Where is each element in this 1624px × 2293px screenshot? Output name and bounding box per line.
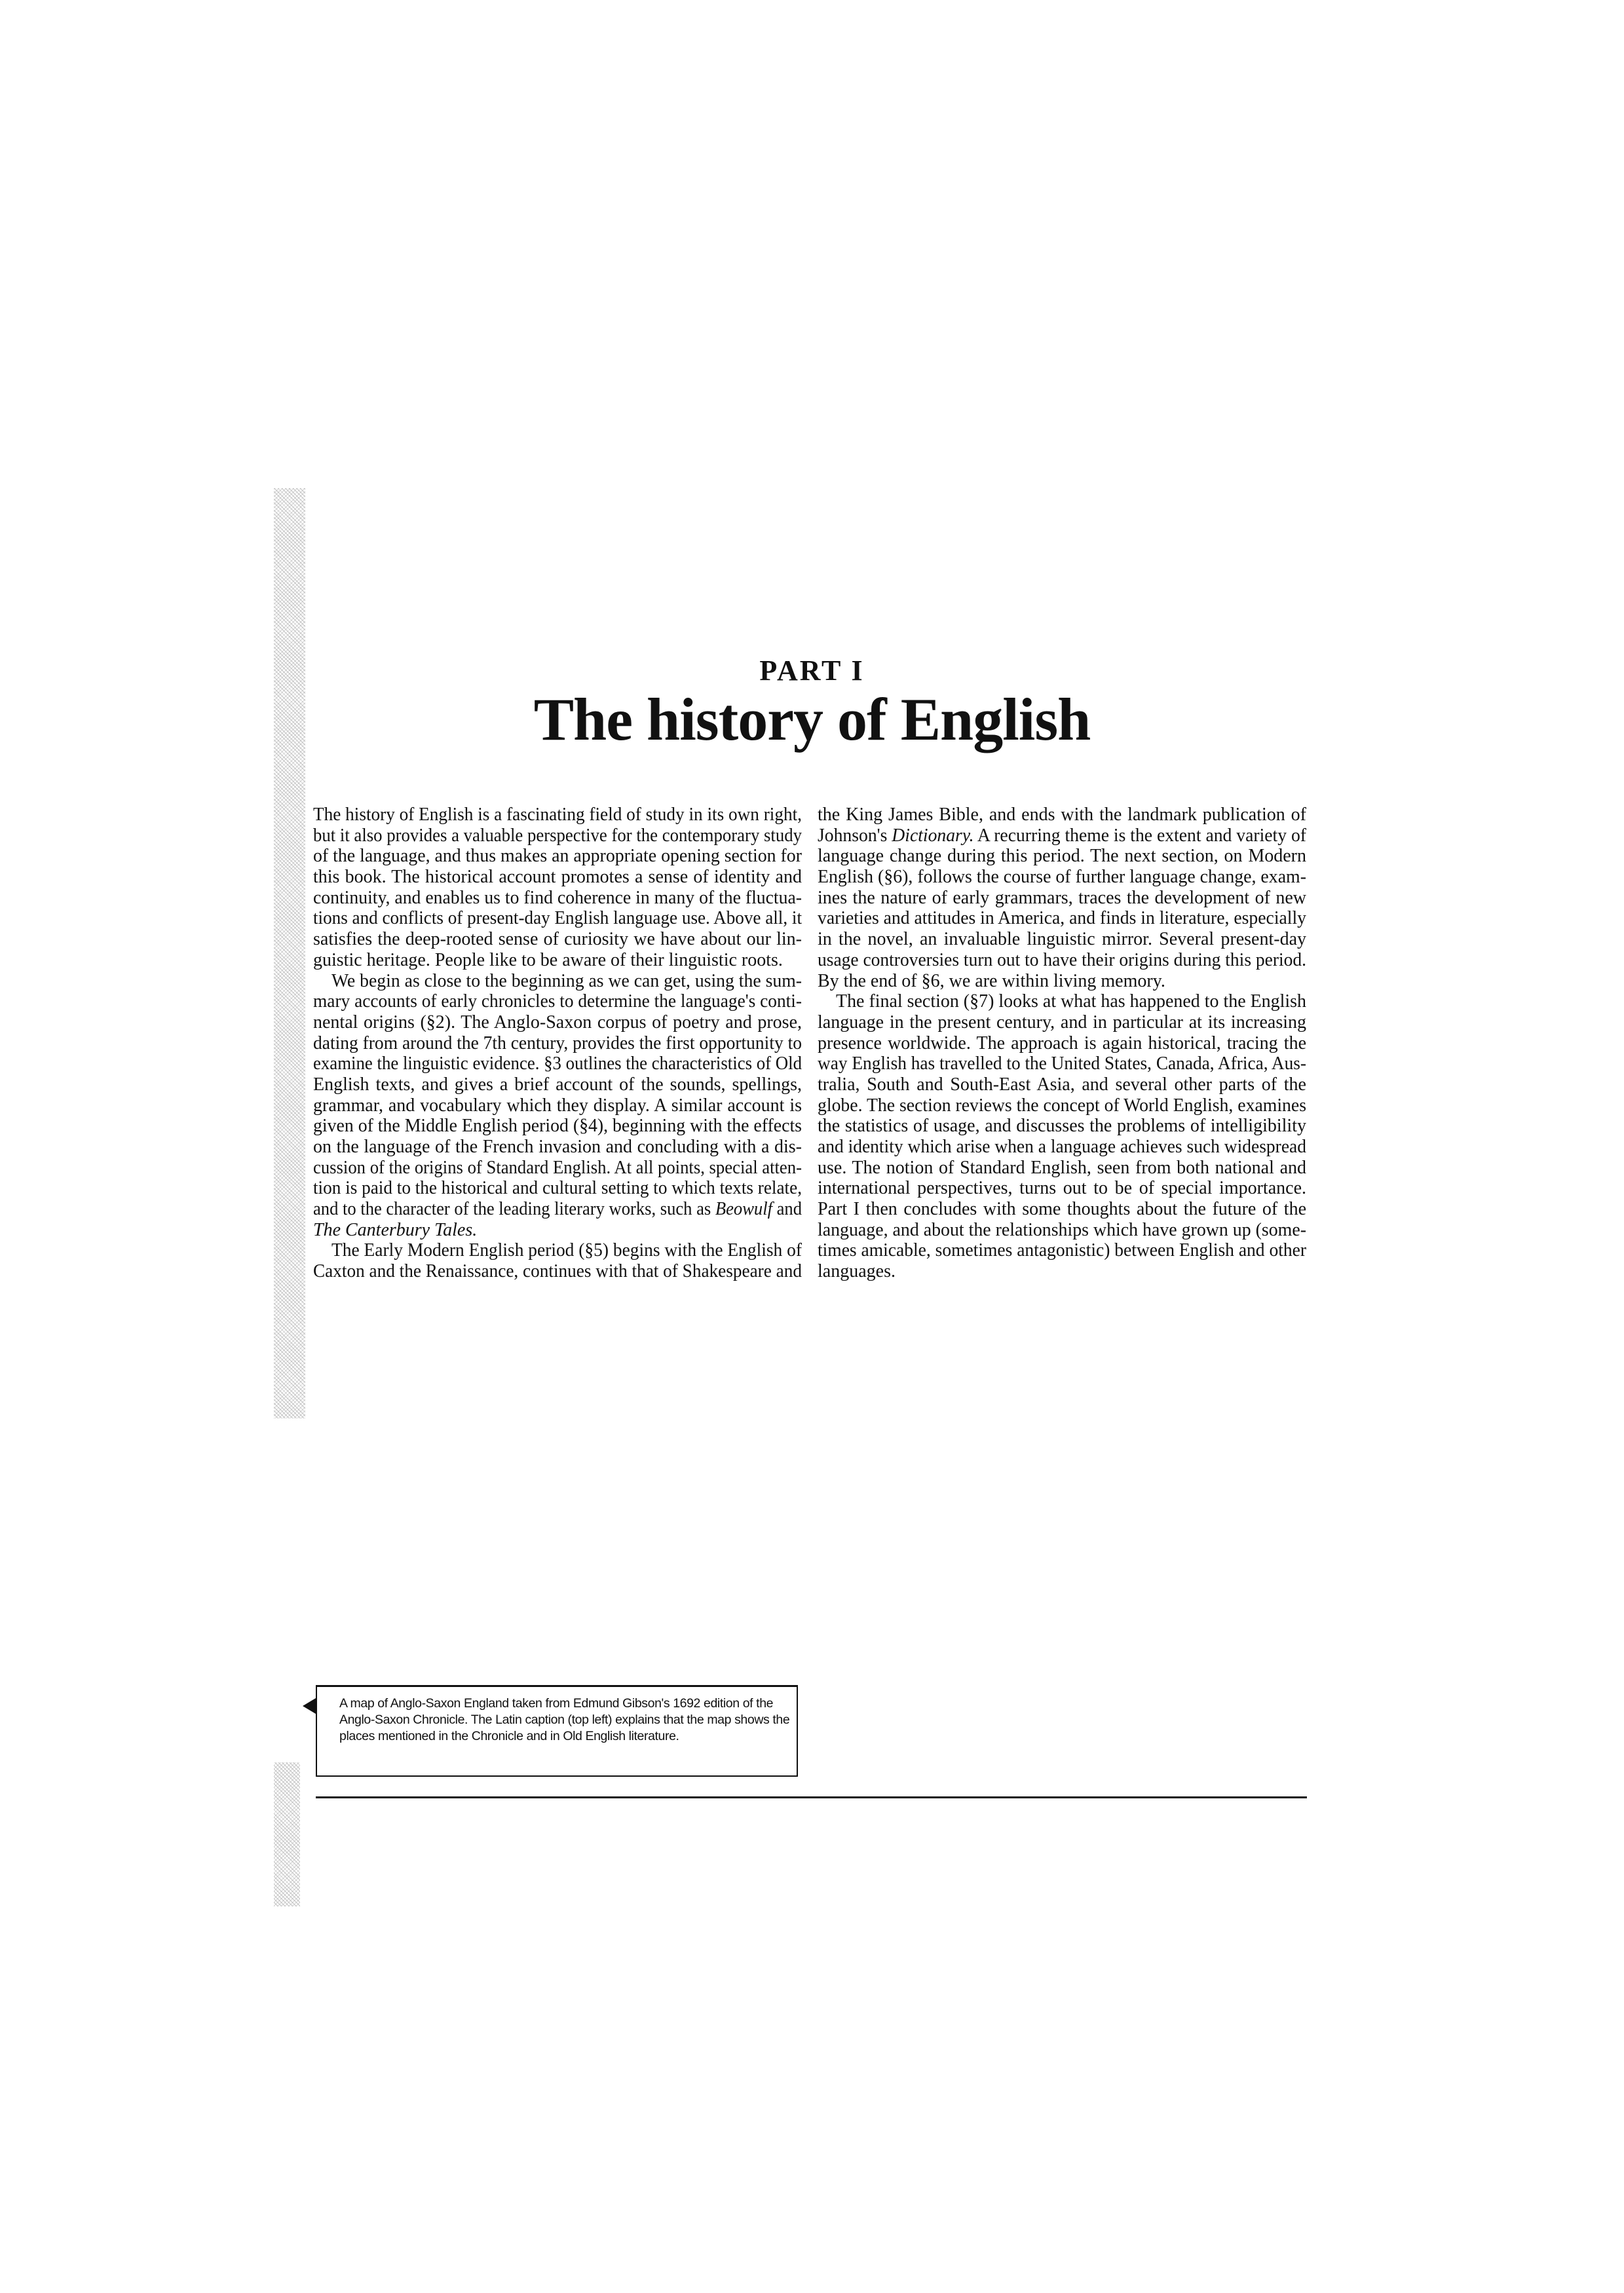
text-line-content: [313, 1116, 802, 1137]
text-line-content: [313, 888, 802, 909]
text-line-content: [818, 1240, 1306, 1261]
italic-title: Beowulf: [715, 1199, 772, 1220]
text-run: language, and about the relationships which have grown up (some-: [818, 1219, 1306, 1240]
text-line: [313, 846, 802, 867]
text-line: [818, 1074, 1306, 1095]
text-line-content: [313, 1178, 802, 1199]
text-run: the statistics of usage, and discusses the problems of intelligibility: [818, 1116, 1306, 1137]
text-run: and identity which arise when a language achieves such widespread: [818, 1137, 1306, 1157]
text-line: [818, 846, 1306, 867]
text-line-content: [313, 1158, 802, 1179]
text-line-content: [818, 1116, 1306, 1137]
text-line-content: [313, 1199, 802, 1220]
text-line: [313, 1240, 802, 1261]
text-line-content: [313, 1074, 802, 1095]
text-run: of the language, and thus makes an appropriate opening section for: [313, 846, 802, 867]
text-run: times amicable, sometimes antagonistic) between English and other: [818, 1240, 1306, 1261]
text-line: [818, 1053, 1306, 1074]
text-line-content: [818, 1053, 1306, 1074]
text-line: [313, 805, 802, 825]
text-run: tralia, South and South-East Asia, and several other parts of the: [818, 1074, 1306, 1095]
paragraph: [818, 805, 1306, 991]
text-line: [313, 929, 802, 950]
text-line-content: [818, 1199, 1306, 1220]
text-run: presence worldwide. The approach is again historical, tracing the: [818, 1033, 1306, 1053]
text-run: By the end of §6, we are within living memory.: [818, 970, 1165, 991]
text-line-content: [331, 1240, 802, 1261]
text-line-content: [313, 1012, 802, 1033]
text-line-content: [313, 1053, 802, 1074]
text-run: grammar, and vocabulary which they display. A similar account is: [313, 1095, 802, 1116]
text-line: [818, 1261, 1306, 1282]
text-line-content: [818, 1095, 1306, 1116]
text-run: examine the linguistic evidence. §3 outlines the characteristics of Old: [313, 1053, 802, 1074]
text-line-content: [313, 805, 802, 825]
text-run: languages.: [818, 1261, 896, 1282]
body-column-right: [818, 805, 1306, 1282]
text-line-content: [313, 1137, 802, 1158]
text-line: [818, 805, 1306, 825]
text-line-content: [818, 1033, 1306, 1054]
text-line: [818, 1116, 1306, 1137]
text-line-content: [331, 971, 802, 992]
text-line: [313, 950, 802, 971]
text-line: [818, 1095, 1306, 1116]
text-line: [313, 1053, 802, 1074]
text-line-content: [313, 1033, 802, 1054]
text-line-content: [818, 846, 1306, 867]
text-line-content: [313, 867, 802, 888]
body-column-left: [313, 805, 802, 1282]
text-run: The Early Modern English period (§5) begins with the English of: [331, 1240, 802, 1261]
text-line: [313, 1199, 802, 1220]
text-line: [818, 929, 1306, 950]
text-line: [818, 950, 1306, 971]
text-line-content: [818, 950, 1306, 971]
text-line-content: [313, 1220, 477, 1241]
text-run: on the language of the French invasion and concluding with a dis-: [313, 1137, 802, 1157]
text-line: [818, 908, 1306, 929]
text-line-content: [818, 1220, 1306, 1241]
text-run: guistic heritage. People like to be aware of their linguistic roots.: [313, 949, 783, 970]
text-line: [818, 1033, 1306, 1054]
text-run: English texts, and gives a brief account of the sounds, spellings,: [313, 1074, 802, 1095]
text-run: nental origins (§2). The Anglo-Saxon corpus of poetry and prose,: [313, 1012, 802, 1033]
text-run: given of the Middle English period (§4), beginning with the effects: [313, 1116, 802, 1137]
text-run: usage controversies turn out to have their origins during this period.: [818, 949, 1306, 970]
text-run: Johnson's: [818, 825, 892, 846]
text-line-content: [313, 846, 802, 867]
text-run: varieties and attitudes in America, and finds in literature, especially: [818, 908, 1306, 929]
text-line-content: [818, 1137, 1306, 1158]
text-line: [818, 1012, 1306, 1033]
text-line: [313, 1261, 802, 1282]
paragraph: [313, 805, 802, 971]
text-line: [313, 1074, 802, 1095]
text-run: language change during this period. The next section, on Modern: [818, 846, 1306, 867]
text-line: [818, 1240, 1306, 1261]
text-run: use. The notion of Standard English, seen from both national and: [818, 1157, 1306, 1178]
text-line: [818, 888, 1306, 909]
text-line-content: [313, 1095, 802, 1116]
text-run: tions and conflicts of present-day English language use. Above all, it: [313, 908, 802, 929]
text-line-content: [818, 908, 1306, 929]
text-line: [313, 1137, 802, 1158]
text-line: [818, 867, 1306, 888]
text-run: tion is paid to the historical and cultural setting to which texts relate,: [313, 1178, 802, 1199]
text-run: international perspectives, turns out to be of special importance.: [818, 1178, 1306, 1199]
text-run: satisfies the deep-rooted sense of curiosity we have about our lin-: [313, 929, 802, 950]
text-line: [313, 1158, 802, 1179]
text-line-content: [313, 929, 802, 950]
text-run: Part I then concludes with some thoughts about the future of the: [818, 1199, 1306, 1220]
text-line: [313, 991, 802, 1012]
text-line: [313, 825, 802, 846]
text-line: [313, 1116, 802, 1137]
paragraph: [313, 971, 802, 1241]
text-line: [818, 1199, 1306, 1220]
text-line-content: [818, 1261, 896, 1282]
part-label: PART I: [759, 654, 865, 687]
pointer-arrow-icon: [303, 1698, 316, 1714]
text-line-content: [818, 825, 1306, 846]
text-run: but it also provides a valuable perspective for the contemporary study: [313, 825, 802, 846]
text-run: The history of English is a fascinating field of study in its own right,: [313, 805, 802, 825]
text-line-content: [313, 825, 802, 846]
text-line: [313, 1095, 802, 1116]
text-line-content: [818, 1074, 1306, 1095]
page-title: The history of English: [533, 686, 1091, 753]
text-line: [313, 908, 802, 929]
text-line-content: [818, 1158, 1306, 1179]
text-run: mary accounts of early chronicles to determine the language's conti-: [313, 991, 802, 1012]
text-run: in the novel, an invaluable linguistic mirror. Several present-day: [818, 929, 1306, 950]
italic-title: Dictionary.: [892, 825, 974, 846]
text-line-content: [818, 805, 1306, 825]
paragraph: [818, 991, 1306, 1282]
text-line: [818, 1137, 1306, 1158]
text-run: A recurring theme is the extent and variety of: [973, 825, 1306, 846]
text-line-content: [313, 908, 802, 929]
text-run: Caxton and the Renaissance, continues with that of Shakespeare and: [313, 1261, 802, 1282]
text-run: English (§6), follows the course of further language change, exam-: [818, 867, 1306, 888]
text-line-content: [818, 929, 1306, 950]
text-line: [818, 1158, 1306, 1179]
scan-edge-stipple: [274, 488, 305, 1418]
text-line: [818, 825, 1306, 846]
text-run: way English has travelled to the United States, Canada, Africa, Aus-: [818, 1053, 1306, 1074]
text-run: language in the present century, and in particular at its increasing: [818, 1012, 1306, 1033]
text-line: [313, 1012, 802, 1033]
text-line: [313, 867, 802, 888]
paragraph: [313, 1240, 802, 1281]
text-run: cussion of the origins of Standard English. At all points, special atten-: [313, 1157, 802, 1178]
text-run: and to the character of the leading literary works, such as: [313, 1199, 715, 1220]
scan-edge-stipple: [274, 1762, 300, 1906]
text-line-content: [818, 1178, 1306, 1199]
text-line: [313, 1033, 802, 1054]
text-run: We begin as close to the beginning as we can get, using the sum-: [331, 970, 802, 991]
text-line-content: [836, 991, 1306, 1012]
figure-caption: A map of Anglo-Saxon England taken from Edmund Gibson's 1692 edition of the Anglo-Saxon Chronicle. The Latin caption (top left) explains that the map shows the places mentioned in the Chronicle and in Old English literature.: [339, 1696, 790, 1743]
text-line: [818, 991, 1306, 1012]
text-line: [313, 971, 802, 992]
text-run: globe. The section reviews the concept of World English, examines: [818, 1095, 1306, 1116]
text-line-content: [818, 1012, 1306, 1033]
text-run: and: [772, 1199, 802, 1220]
text-run: ines the nature of early grammars, traces the development of new: [818, 887, 1306, 908]
text-line-content: [818, 888, 1306, 909]
text-line-content: [818, 867, 1306, 888]
horizontal-rule: [316, 1796, 1307, 1798]
text-line: [818, 971, 1306, 992]
italic-title: The Canterbury Tales.: [313, 1219, 478, 1240]
text-run: this book. The historical account promotes a sense of identity and: [313, 867, 802, 888]
text-line: [313, 1220, 802, 1241]
text-run: The final section (§7) looks at what has happened to the English: [836, 991, 1306, 1012]
text-line: [313, 888, 802, 909]
text-line-content: [313, 1261, 802, 1282]
text-line-content: [818, 971, 1165, 992]
text-line-content: [313, 950, 783, 971]
text-run: dating from around the 7th century, provides the first opportunity to: [313, 1033, 802, 1053]
text-run: continuity, and enables us to find coherence in many of the fluctua-: [313, 887, 802, 908]
text-line: [313, 1178, 802, 1199]
text-run: the King James Bible, and ends with the landmark publication of: [818, 805, 1306, 825]
text-line: [818, 1178, 1306, 1199]
text-line: [818, 1220, 1306, 1241]
text-line-content: [313, 991, 802, 1012]
